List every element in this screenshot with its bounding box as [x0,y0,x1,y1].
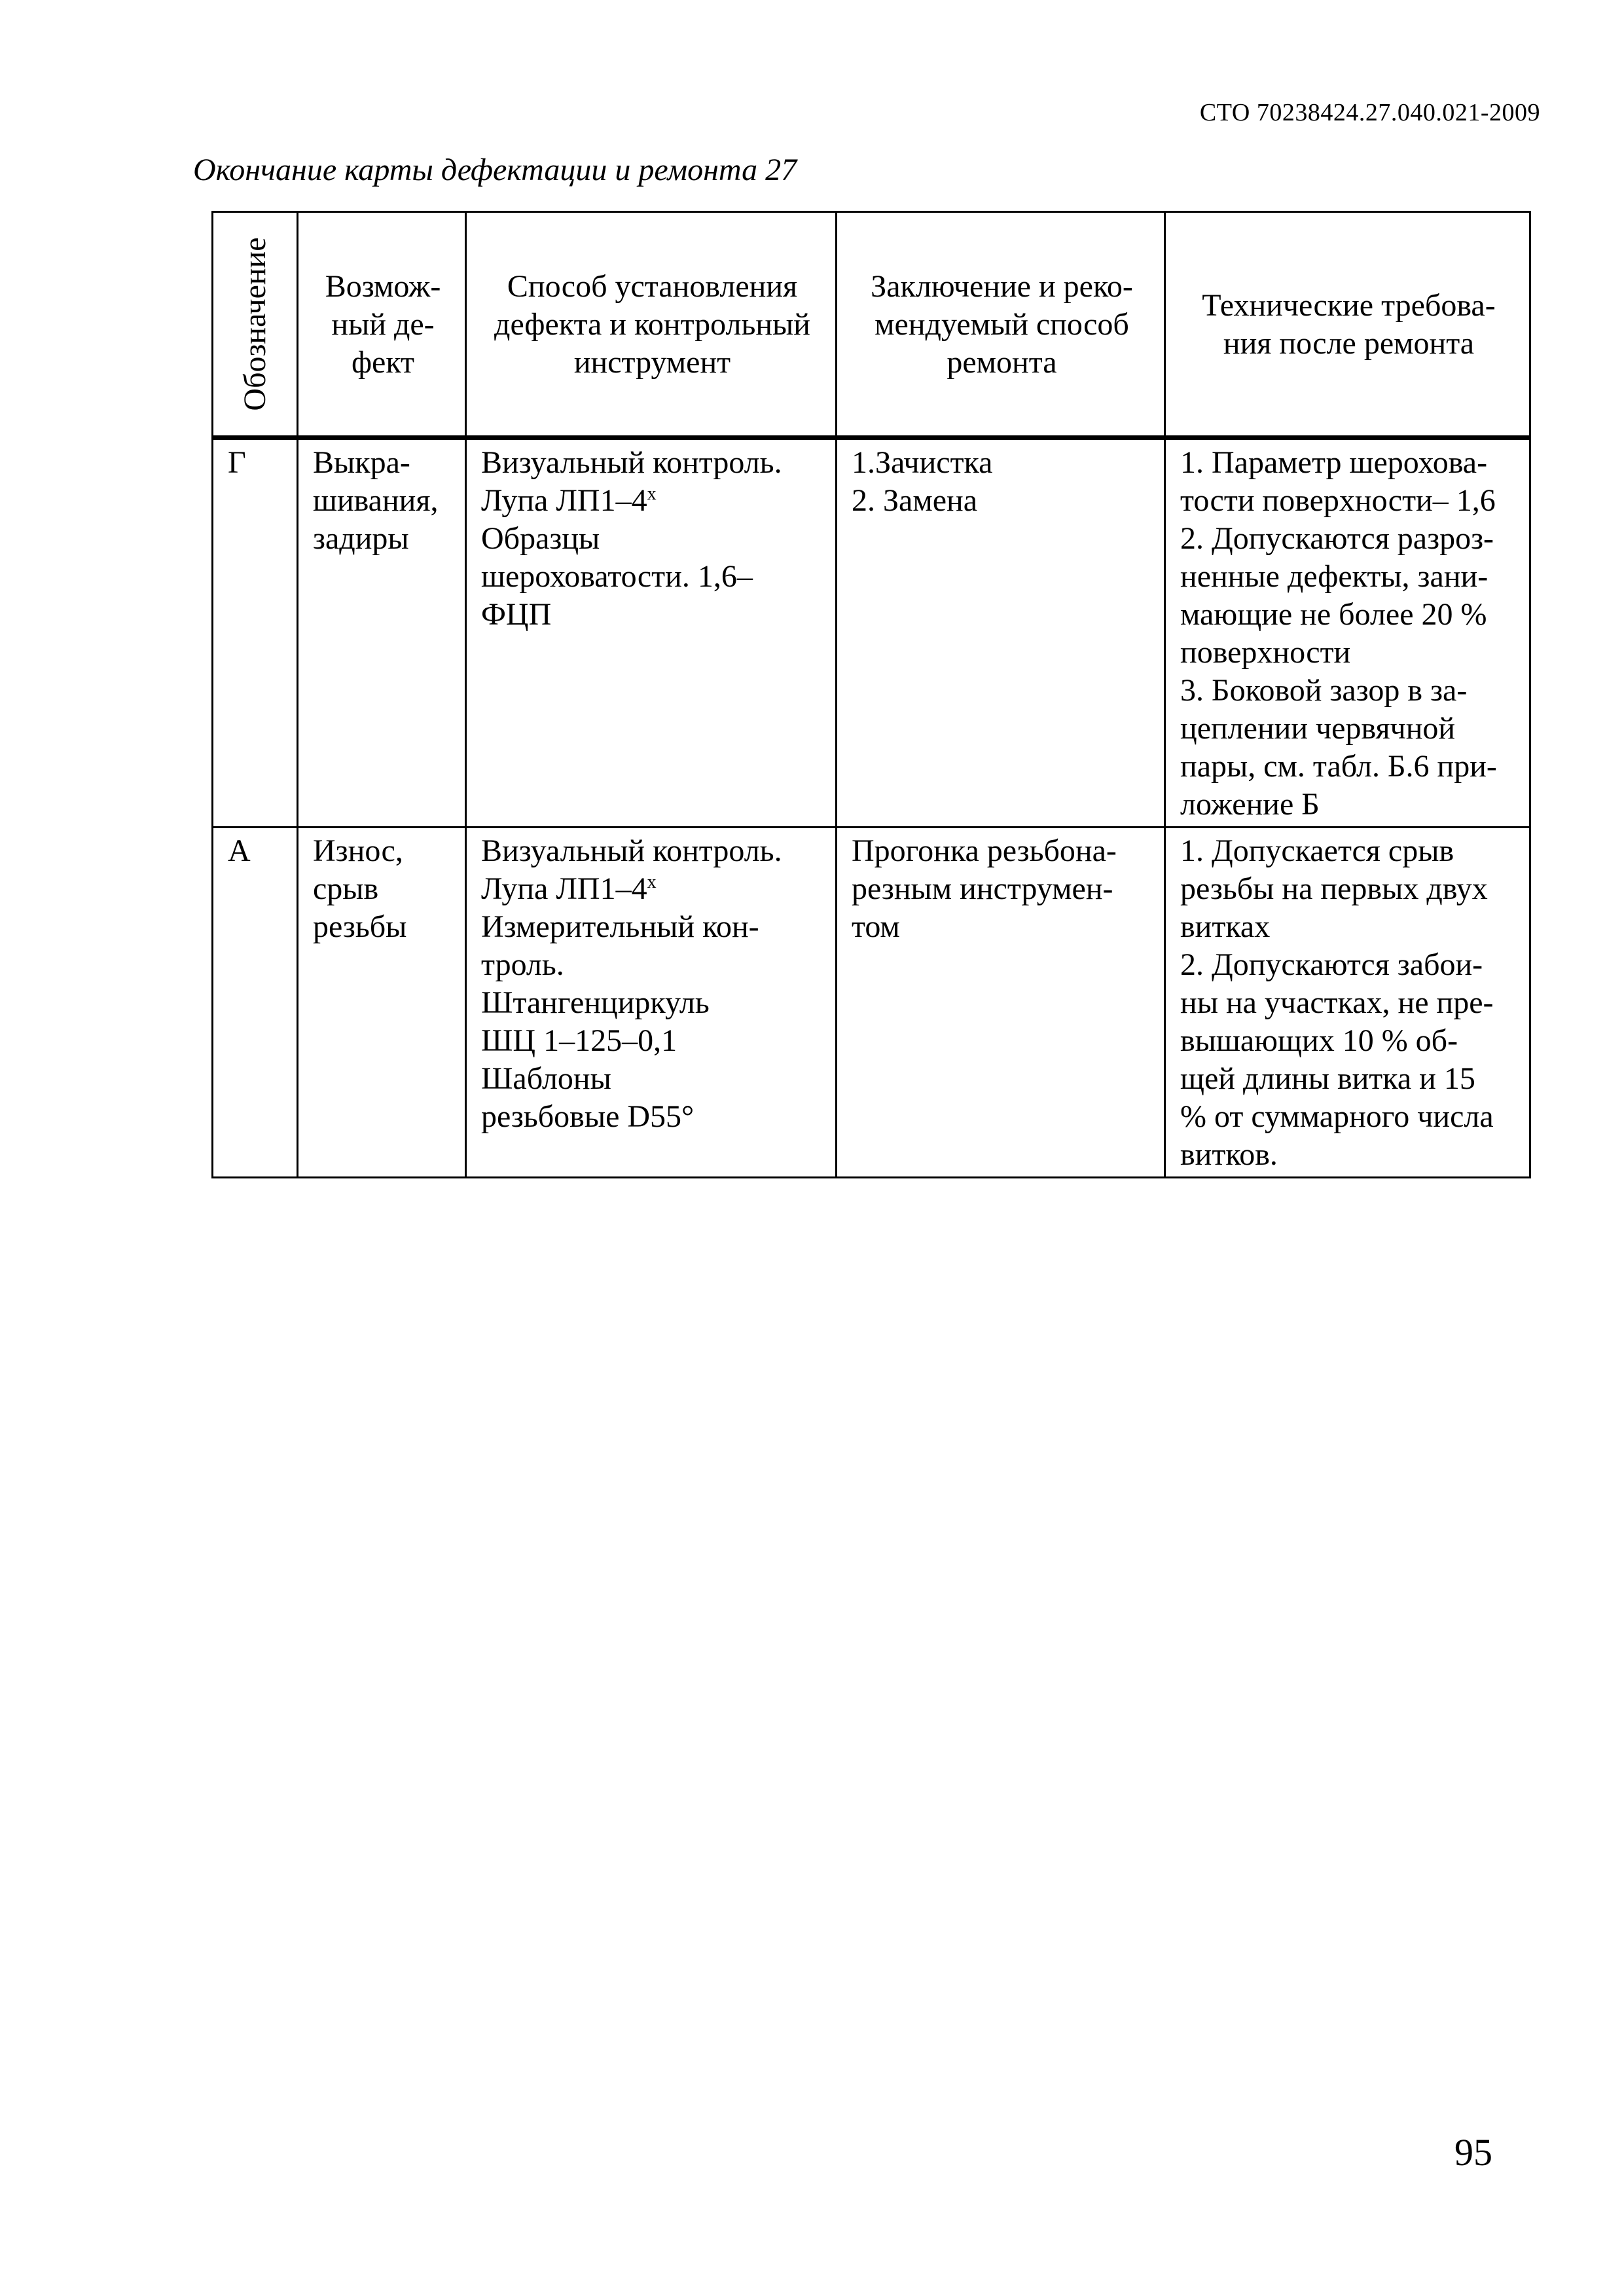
defect-table [211,211,1531,1178]
cell-method [466,438,837,828]
cell-method [466,828,837,1178]
column-header-defect: Возмож- ный де- фект [298,212,466,438]
table-caption: Окончание карты дефектации и ремонта 27 [193,153,797,187]
column-header-conclusion: Заключение и реко- мендуемый способ ремонта [837,212,1165,438]
cell-designation: Г [213,438,298,828]
cell-method-text: Визуальный контроль. Лупа ЛП1–4 [481,445,782,518]
table-row [213,828,1530,1178]
magnification-superscript: х [647,484,657,504]
cell-requirements: 1. Допускается срыв резьбы на первых двух витках 2. Допускаются забои- ны на участках, не пре- вышающих 10 % об- щей длины витка и 15 % от суммарного числа витков. [1165,828,1530,1178]
cell-defect: Выкра- шивания, задиры [298,438,466,828]
column-header-requirements: Технические требова- ния после ремонта [1165,212,1530,438]
column-header-designation [213,212,298,438]
column-header-designation-label: Обозначение [237,237,272,411]
table-row [213,438,1530,828]
cell-method-text-2: Измерительный кон- троль. Штангенциркуль ШЦ 1–125–0,1 Шаблоны резьбовые D55° [481,909,759,1134]
cell-conclusion: Прогонка резьбона- резным инструмен- том [837,828,1165,1178]
column-header-method: Способ установления дефекта и контрольный инструмент [466,212,837,438]
cell-designation: А [213,828,298,1178]
document-code: СТО 70238424.27.040.021-2009 [1199,99,1540,126]
cell-method-text: Визуальный контроль. Лупа ЛП1–4 [481,833,782,906]
page-number: 95 [1454,2131,1492,2174]
cell-conclusion: 1.Зачистка 2. Замена [837,438,1165,828]
cell-defect: Износ, срыв резьбы [298,828,466,1178]
table-header-row [213,212,1530,438]
magnification-superscript: х [647,872,657,892]
cell-requirements: 1. Параметр шерохова- тости поверхности– 1,6 2. Допускаются разроз- ненные дефекты, зани- мающие не более 20 % поверхности 3. Боковой зазор в за- цеплении червячной пары, см. табл. Б.6 при- ложение Б [1165,438,1530,828]
cell-method-text-2: Образцы шероховатости. 1,6– ФЦП [481,521,753,632]
